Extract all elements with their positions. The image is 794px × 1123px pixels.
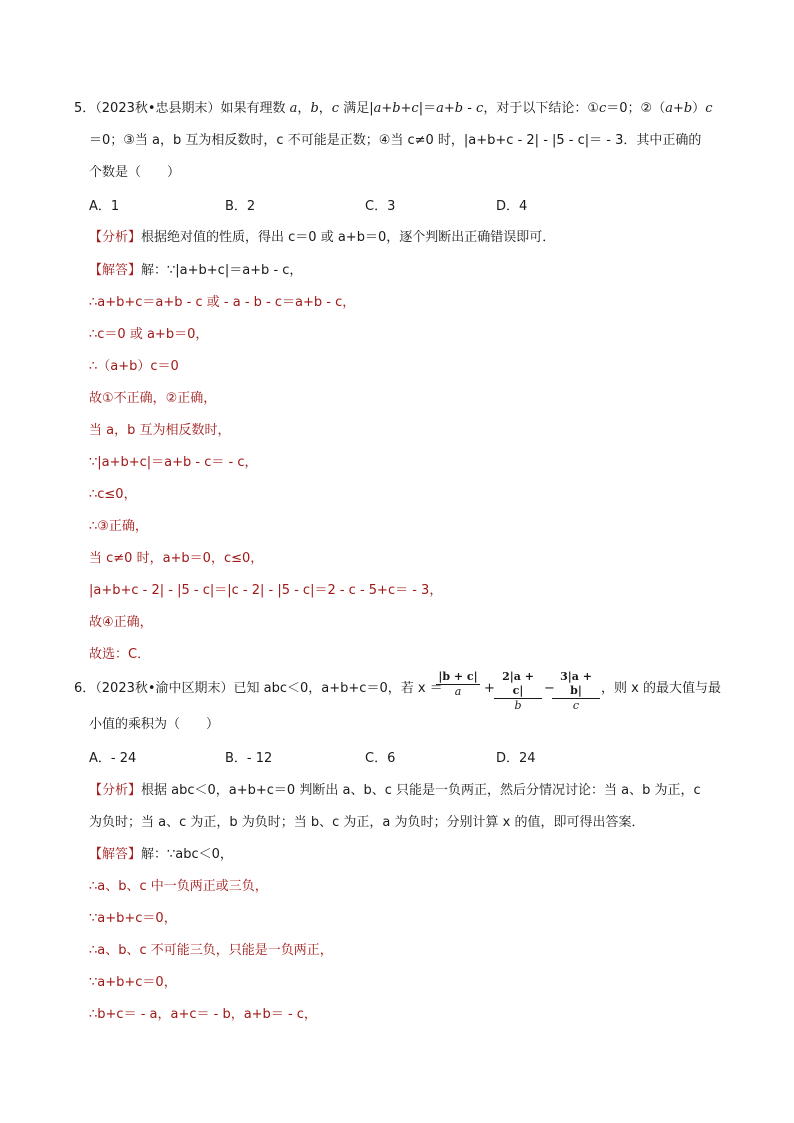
- analysis-text: 根据 abc＜0，a+b+c＝0 判断出 a、b、c 只能是一负两正，然后分情况讨论：当 a、b 为正，c: [141, 783, 701, 798]
- q6-line-2: 小值的乘积为（ ）: [89, 717, 220, 732]
- analysis-tag: 【分析】: [89, 230, 142, 245]
- fraction-denominator: a: [454, 685, 462, 698]
- q5-option-d: D．4: [496, 199, 528, 214]
- q5-answer: [89, 262, 302, 280]
- q5-step: ∴③正确，: [89, 519, 148, 534]
- q6-fraction-1: [436, 670, 480, 699]
- q6-analysis-1: [89, 782, 701, 800]
- q5-var: c: [476, 101, 484, 116]
- q5-text: |＝: [418, 101, 437, 116]
- q5-option-b: B．2: [225, 199, 256, 214]
- q6-line-1-post: ，则 x 的最大值与最: [601, 681, 721, 696]
- analysis-text: 根据绝对值的性质，得出 c＝0 或 a+b＝0，逐个判断出正确错误即可．: [141, 230, 556, 245]
- q6-option-c: C．6: [365, 751, 396, 766]
- q5-step: ∴c≤0，: [89, 487, 137, 502]
- q5-line-1: [74, 100, 712, 118]
- q5-text: ＝0；②（: [606, 101, 666, 116]
- q5-text: ，: [318, 101, 332, 116]
- q5-text: ）: [692, 101, 706, 116]
- analysis-tag: 【分析】: [89, 783, 142, 798]
- q5-var: c: [705, 101, 713, 116]
- q6-line-1-pre: 6．（2023秋•渝中区期末）已知 abc＜0，a+b+c＝0，若 x ＝: [74, 681, 443, 696]
- plus-sign: +: [484, 681, 495, 696]
- q5-step: ∵|a+b+c|＝a+b - c＝ - c，: [89, 455, 258, 470]
- q6-analysis-2: 为负时；当 a、c 为正，b 为负时；当 b、c 为正，a 为负时；分别计算 x 的值，即可得出答案．: [89, 815, 645, 830]
- q5-step: ∴c＝0 或 a+b＝0，: [89, 327, 209, 342]
- fraction-numerator: 2|a + c|: [494, 670, 542, 699]
- q6-option-d: D．24: [496, 751, 536, 766]
- fraction-denominator: c: [572, 699, 580, 712]
- q5-step: 当 c≠0 时，a+b＝0，c≤0，: [89, 551, 264, 566]
- q5-var: a+b: [436, 101, 464, 116]
- q5-text: 满足|: [339, 101, 374, 116]
- fraction-denominator: b: [514, 699, 522, 712]
- answer-tag: 【解答】: [89, 847, 142, 862]
- q6-answer: [89, 846, 233, 864]
- q5-option-c: C．3: [365, 199, 396, 214]
- q6-option-a: A．- 24: [89, 751, 137, 766]
- q5-text: 5．（2023秋•忠县期末）如果有理数: [74, 101, 290, 116]
- q6-option-b: B．- 12: [225, 751, 273, 766]
- q6-step: ∵a+b+c＝0，: [89, 975, 177, 990]
- q5-analysis: [89, 229, 555, 247]
- q5-step: 故选：C．: [89, 647, 151, 662]
- q5-step: 故④正确，: [89, 615, 153, 630]
- answer-head: 解：∵abc＜0，: [141, 847, 233, 862]
- q5-line-2: ＝0；③当 a，b 互为相反数时，c 不可能是正数；④当 c≠0 时，|a+b+c - 2| - |5 - c|＝ - 3．其中正确的: [89, 133, 702, 148]
- q5-var: c: [598, 101, 607, 116]
- q5-step: ∴a+b+c＝a+b - c 或 - a - b - c＝a+b - c，: [89, 295, 356, 310]
- q5-step: 故①不正确，②正确，: [89, 391, 217, 406]
- q5-text: -: [463, 101, 477, 116]
- q5-step: |a+b+c - 2| - |5 - c|＝|c - 2| - |5 - c|＝2 - c - 5+c＝ - 3，: [89, 583, 443, 598]
- q5-var: a+b+c: [373, 101, 419, 116]
- answer-tag: 【解答】: [89, 263, 142, 278]
- answer-head: 解：∵|a+b+c|＝a+b - c，: [141, 263, 303, 278]
- q6-step: ∵a+b+c＝0，: [89, 911, 177, 926]
- q6-step: ∴b+c＝ - a，a+c＝ - b，a+b＝ - c，: [89, 1007, 317, 1022]
- q5-option-a: A．1: [89, 199, 120, 214]
- fraction-numerator: 3|a + b|: [552, 670, 600, 699]
- q6-step: ∴a、b、c 中一负两正或三负，: [89, 879, 268, 894]
- q5-text: ，对于以下结论：①: [483, 101, 599, 116]
- q5-var: a+b: [665, 101, 693, 116]
- q6-step: ∴a、b、c 不可能三负，只能是一负两正，: [89, 943, 333, 958]
- q6-fraction-2: [494, 670, 542, 713]
- q5-text: ，: [297, 101, 311, 116]
- q5-var: a: [289, 101, 298, 116]
- minus-sign: −: [544, 681, 555, 696]
- q5-step: 当 a，b 互为相反数时，: [89, 423, 231, 438]
- q6-fraction-3: [552, 670, 600, 713]
- q5-line-3: 个数是（ ）: [89, 165, 181, 180]
- q5-step: ∴（a+b）c＝0: [89, 359, 179, 374]
- fraction-numerator: |b + c|: [436, 670, 480, 685]
- q5-var: c: [331, 101, 340, 116]
- q5-var: b: [310, 101, 319, 116]
